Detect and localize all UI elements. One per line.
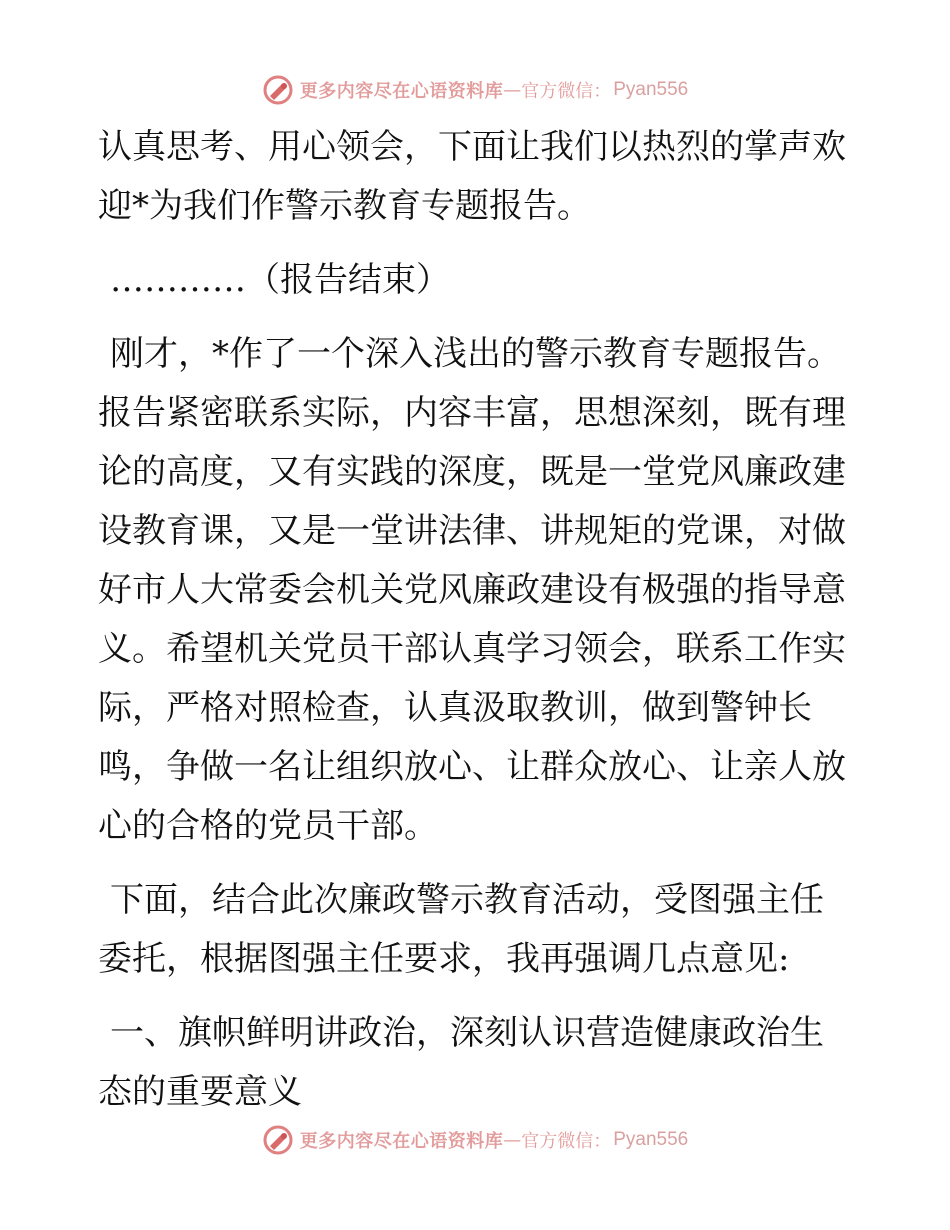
text-line: 论的高度，又有实践的深度，既是一堂党风廉政建 bbox=[98, 452, 846, 492]
text-line: 刚才，*作了一个深入浅出的警示教育专题报告。 bbox=[110, 334, 841, 374]
watermark-brand: 更多内容尽在心语资料库 bbox=[299, 1131, 504, 1152]
text-line: 设教育课，又是一堂讲法律、讲规矩的党课，对做 bbox=[98, 511, 846, 551]
watermark-separator: — bbox=[503, 79, 522, 101]
text-line: 态的重要意义 bbox=[98, 1072, 302, 1112]
watermark-brand: 更多内容尽在心语资料库 bbox=[299, 81, 504, 102]
text-line: 义。希望机关党员干部认真学习领会，联系工作实 bbox=[98, 629, 846, 669]
text-line: …………（报告结束） bbox=[110, 260, 450, 300]
watermark-wechat-id: Pyan556 bbox=[613, 79, 689, 100]
section-heading-one bbox=[98, 1004, 853, 1122]
paragraph-report-end bbox=[98, 251, 853, 310]
watermark-separator: — bbox=[503, 1129, 522, 1151]
text-line: 际，严格对照检查，认真汲取教训，做到警钟长 bbox=[98, 688, 812, 728]
text-line: 认真思考、用心领会，下面让我们以热烈的掌声欢 bbox=[98, 127, 846, 167]
watermark-wechat-label: 官方微信： bbox=[521, 81, 612, 102]
watermark-wechat-id: Pyan556 bbox=[613, 1129, 689, 1150]
watermark-wechat-label: 官方微信： bbox=[521, 1131, 612, 1152]
footer-watermark bbox=[0, 1120, 950, 1160]
paragraph-intro bbox=[98, 118, 853, 236]
document-body bbox=[98, 118, 853, 1122]
paragraph-summary bbox=[98, 325, 853, 856]
text-line: 下面，结合此次廉政警示教育活动，受图强主任 bbox=[110, 880, 824, 920]
text-line: 心的合格的党员干部。 bbox=[98, 806, 438, 846]
header-watermark bbox=[0, 70, 950, 110]
paragraph-remarks bbox=[98, 871, 853, 989]
text-line: 一、旗帜鲜明讲政治，深刻认识营造健康政治生 bbox=[110, 1013, 824, 1053]
brand-logo-icon bbox=[262, 74, 294, 106]
text-line: 好市人大常委会机关党风廉政建设有极强的指导意 bbox=[98, 570, 846, 610]
text-line: 鸣，争做一名让组织放心、让群众放心、让亲人放 bbox=[98, 747, 846, 787]
text-line: 迎*为我们作警示教育专题报告。 bbox=[98, 186, 591, 226]
text-line: 报告紧密联系实际，内容丰富，思想深刻，既有理 bbox=[98, 393, 846, 433]
text-line: 委托，根据图强主任要求，我再强调几点意见: bbox=[98, 939, 790, 979]
brand-logo-icon bbox=[262, 1124, 294, 1156]
